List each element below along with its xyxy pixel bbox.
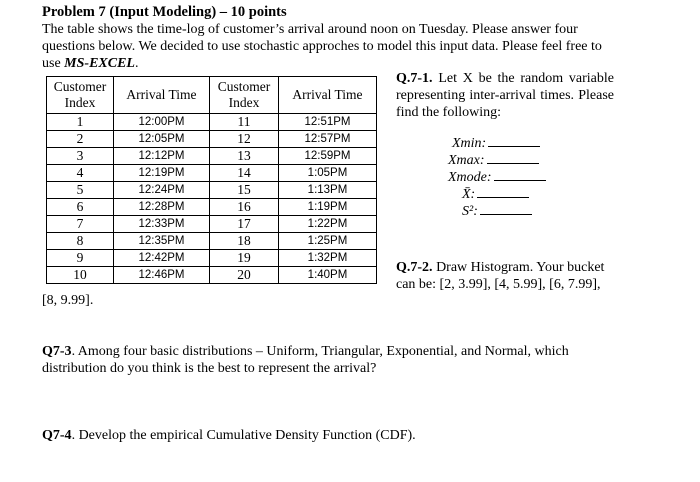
- arrival-time-cell: 12:05PM: [114, 131, 210, 148]
- customer-index-cell: 17: [210, 216, 279, 233]
- arrival-time-cell: 1:22PM: [279, 216, 377, 233]
- question-7-2: [396, 259, 616, 293]
- header-customer-index: Customer Index: [47, 77, 114, 114]
- customer-index-cell: 13: [210, 148, 279, 165]
- table-row: [47, 199, 377, 216]
- answer-blank[interactable]: [487, 152, 539, 164]
- var-xmode: [448, 169, 546, 186]
- customer-index-cell: 7: [47, 216, 114, 233]
- intro-emphasis: MS-EXCEL: [64, 56, 135, 71]
- arrival-time-cell: 12:28PM: [114, 199, 210, 216]
- customer-index-cell: 19: [210, 250, 279, 267]
- var-xmode-label: Xmode:: [448, 170, 492, 185]
- var-xmax-label: Xmax:: [448, 153, 485, 168]
- arrival-time-cell: 1:25PM: [279, 233, 377, 250]
- q2-text: Draw Histogram. Your bucket can be: [2, 3.99], [4, 5.99], [6, 7.99],: [396, 260, 605, 292]
- customer-index-cell: 10: [47, 267, 114, 284]
- arrival-time-cell: 12:00PM: [114, 114, 210, 131]
- var-xmin: [452, 135, 546, 152]
- var-xbar: [462, 186, 546, 203]
- header-arrival-time-2: Arrival Time: [279, 77, 377, 114]
- table-row: [47, 233, 377, 250]
- customer-index-cell: 14: [210, 165, 279, 182]
- arrival-time-table: [46, 76, 377, 284]
- intro-end: .: [134, 56, 139, 71]
- q1-text: Let X be the random variable representing inter-arrival times. Please find the following:: [396, 71, 614, 120]
- arrival-time-cell: 12:51PM: [279, 114, 377, 131]
- var-xbar-label: X̄:: [462, 187, 476, 202]
- q1-variable-list: [448, 135, 546, 220]
- customer-index-cell: 6: [47, 199, 114, 216]
- arrival-time-cell: 12:57PM: [279, 131, 377, 148]
- table-row: [47, 250, 377, 267]
- table-row: [47, 131, 377, 148]
- arrival-time-cell: 1:32PM: [279, 250, 377, 267]
- intro-text: The table shows the time-log of customer’s arrival around noon on Tuesday. Please answer four questions below. We decided to use stochastic approches to model this input data. Please feel free to use: [42, 22, 602, 71]
- q3-text: . Among four basic distributions – Uniform, Triangular, Exponential, and Normal, which distribution do you think is the best to represent the arrival?: [42, 344, 569, 376]
- table-row: [47, 148, 377, 165]
- table-header-row: [47, 77, 377, 114]
- arrival-time-cell: 12:12PM: [114, 148, 210, 165]
- customer-index-cell: 20: [210, 267, 279, 284]
- var-s2-label: S²:: [462, 204, 478, 219]
- customer-index-cell: 9: [47, 250, 114, 267]
- q2-label: Q.7-2.: [396, 260, 433, 275]
- answer-blank[interactable]: [480, 203, 532, 215]
- customer-index-cell: 1: [47, 114, 114, 131]
- arrival-time-cell: 12:19PM: [114, 165, 210, 182]
- table-row: [47, 267, 377, 284]
- q1-label: Q.7-1.: [396, 71, 433, 86]
- q4-text: . Develop the empirical Cumulative Density Function (CDF).: [71, 428, 416, 443]
- customer-index-cell: 5: [47, 182, 114, 199]
- arrival-time-cell: 1:05PM: [279, 165, 377, 182]
- arrival-time-cell: 1:19PM: [279, 199, 377, 216]
- answer-blank[interactable]: [494, 169, 546, 181]
- var-s2: [462, 203, 546, 220]
- table-row: [47, 114, 377, 131]
- problem-intro: [42, 21, 622, 72]
- table-row: [47, 165, 377, 182]
- table-row: [47, 182, 377, 199]
- arrival-time-cell: 12:42PM: [114, 250, 210, 267]
- answer-blank[interactable]: [477, 186, 529, 198]
- customer-index-cell: 18: [210, 233, 279, 250]
- customer-index-cell: 8: [47, 233, 114, 250]
- table-row: [47, 216, 377, 233]
- arrival-time-cell: 1:13PM: [279, 182, 377, 199]
- arrival-time-cell: 12:59PM: [279, 148, 377, 165]
- customer-index-cell: 12: [210, 131, 279, 148]
- header-arrival-time: Arrival Time: [114, 77, 210, 114]
- q4-label: Q7-4: [42, 428, 72, 443]
- q2-continuation: [8, 9.99].: [42, 293, 94, 308]
- arrival-time-cell: 12:46PM: [114, 267, 210, 284]
- arrival-time-cell: 12:24PM: [114, 182, 210, 199]
- customer-index-cell: 11: [210, 114, 279, 131]
- header-customer-index-2: Customer Index: [210, 77, 279, 114]
- customer-index-cell: 4: [47, 165, 114, 182]
- customer-index-cell: 3: [47, 148, 114, 165]
- q3-label: Q7-3: [42, 344, 72, 359]
- arrival-time-cell: 12:35PM: [114, 233, 210, 250]
- question-7-1: [396, 70, 614, 121]
- question-7-4: [42, 428, 416, 444]
- answer-blank[interactable]: [488, 135, 540, 147]
- arrival-time-cell: 12:33PM: [114, 216, 210, 233]
- arrival-time-cell: 1:40PM: [279, 267, 377, 284]
- problem-title: Problem 7 (Input Modeling) – 10 points: [42, 4, 287, 20]
- question-7-3: [42, 343, 622, 377]
- customer-index-cell: 15: [210, 182, 279, 199]
- customer-index-cell: 16: [210, 199, 279, 216]
- var-xmax: [448, 152, 546, 169]
- var-xmin-label: Xmin:: [452, 136, 487, 151]
- customer-index-cell: 2: [47, 131, 114, 148]
